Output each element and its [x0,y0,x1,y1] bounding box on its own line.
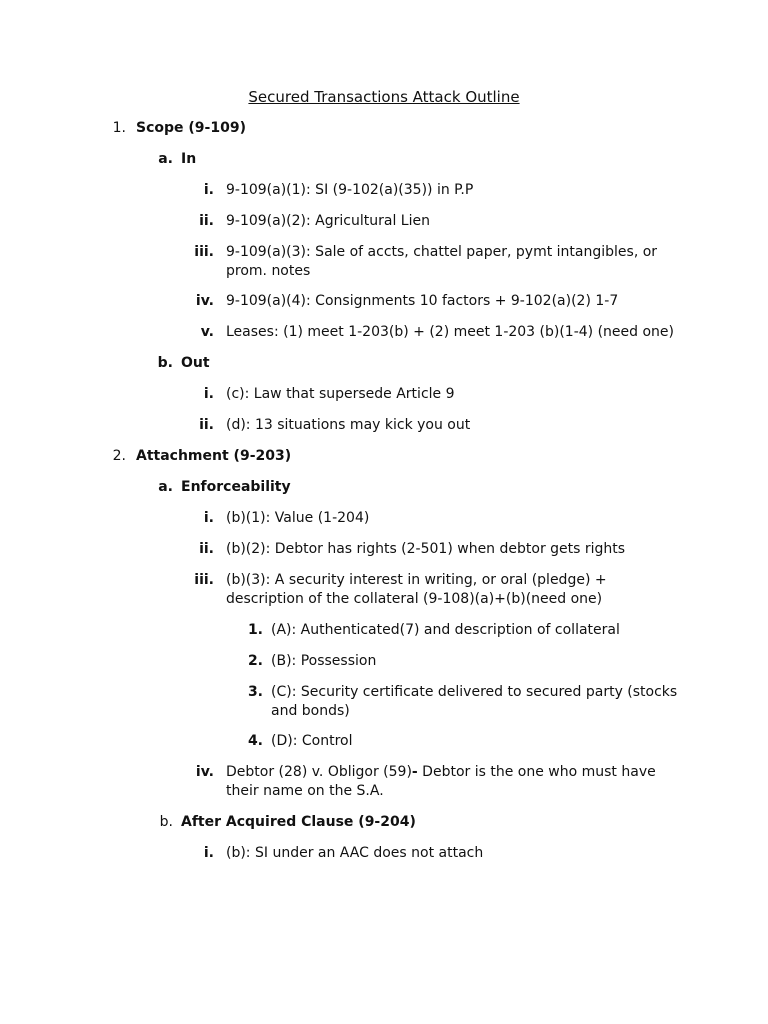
subsection-heading-out: Out [181,355,210,371]
subsection-heading-after-acquired-clause: After Acquired Clause (9-204) [181,814,416,830]
list-item: (b): SI under an AAC does not attach [226,845,484,861]
section-marker: 1. [112,120,126,136]
subitem-marker: 4. [247,733,263,749]
list-item: 9-109(a)(2): Agricultural Lien [226,213,430,229]
list-item: 9-109(a)(3): Sale of accts, chattel paper, pymt intangibles, or [226,244,658,260]
list-item: Leases: (1) meet 1-203(b) + (2) meet 1-203 (b)(1-4) (need one) [226,324,674,340]
list-item [226,763,656,782]
item-marker: iv. [195,764,214,780]
list-item: (b)(1): Value (1-204) [226,510,370,526]
list-item: (C): Security certificate delivered to secured party (stocks [271,684,678,700]
list-item-text: Debtor (28) v. Obligor (59) [226,764,412,780]
item-marker: v. [200,324,214,340]
section-heading-scope: Scope (9-109) [136,120,246,136]
list-item-continuation: their name on the S.A. [226,783,384,799]
list-item: (d): 13 situations may kick you out [226,417,471,433]
list-item: (D): Control [271,733,353,749]
item-marker: iii. [194,244,214,260]
subsection-marker: b. [157,355,173,371]
subitem-marker: 2. [247,653,263,669]
list-item-continuation: description of the collateral (9-108)(a)+(b)(need one) [226,591,603,607]
item-marker: i. [203,386,214,402]
item-marker: i. [203,182,214,198]
subitem-marker: 1. [247,622,263,638]
list-item-continuation: and bonds) [271,703,350,719]
item-marker: ii. [199,417,214,433]
list-item: (b)(3): A security interest in writing, or oral (pledge) + [226,572,607,588]
list-item-continuation: prom. notes [226,263,311,279]
section-heading-attachment: Attachment (9-203) [136,448,292,464]
list-item: (B): Possession [271,653,377,669]
list-item: 9-109(a)(4): Consignments 10 factors + 9-102(a)(2) 1-7 [226,293,619,309]
list-item: (b)(2): Debtor has rights (2-501) when debtor gets rights [226,541,626,557]
item-marker: ii. [199,541,214,557]
subsection-marker: a. [158,479,173,495]
list-item-text-rest: Debtor is the one who must have [417,764,656,780]
dash-separator: - [411,764,418,780]
subsection-marker: a. [158,151,173,167]
section-marker: 2. [112,448,126,464]
item-marker: ii. [199,213,214,229]
item-marker: iv. [195,293,214,309]
subsection-heading-enforceability: Enforceability [181,479,291,495]
item-marker: iii. [194,572,214,588]
list-item: 9-109(a)(1): SI (9-102(a)(35)) in P.P [226,182,474,198]
subsection-heading-in: In [181,151,197,167]
subitem-marker: 3. [247,684,263,700]
item-marker: i. [203,845,214,861]
subsection-marker: b. [159,814,173,830]
list-item: (A): Authenticated(7) and description of collateral [271,622,620,638]
item-marker: i. [203,510,214,526]
document-title: Secured Transactions Attack Outline [248,88,520,106]
list-item: (c): Law that supersede Article 9 [226,386,455,402]
